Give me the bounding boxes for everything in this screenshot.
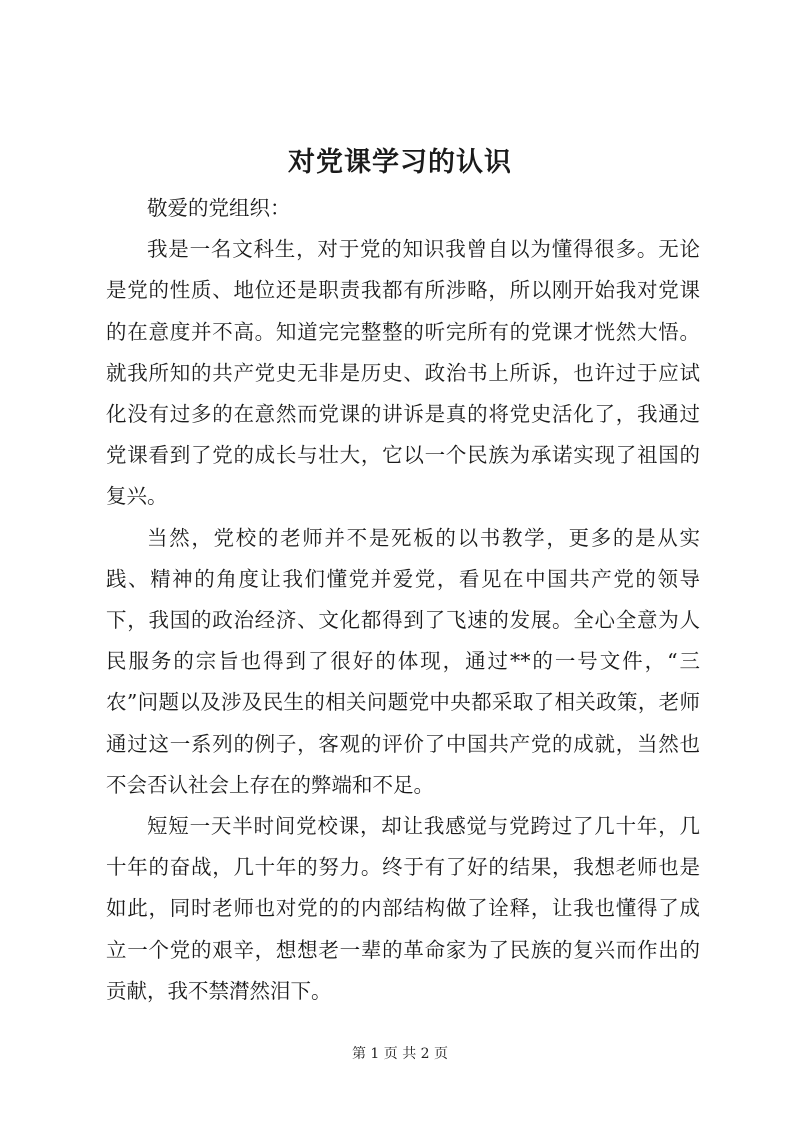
page-title: 对党课学习的认识 <box>288 147 512 178</box>
page-footer: 第 1 页 共 2 页 <box>351 1046 449 1062</box>
salutation: 敬爱的党组织： <box>147 196 291 220</box>
paragraph-2: 当然，党校的老师并不是死板的以书教学，更多的是从实践、精神的角度让我们懂党并爱党，看见在中国共产党的领导下，我国的政治经济、文化都得到了飞速的发展。全心全意为人民服务的宗旨也得到了很好的体现，通过**的一号文件，“三农”问题以及涉及民生的相关问题党中央都采取了相关政策，老师通过这一系列的例子，客观的评价了中国共产党的成就，当然也不会否认社会上存在的弊端和不足。 <box>106 525 700 797</box>
paragraph-3: 短短一天半时间党校课，却让我感觉与党跨过了几十年，几十年的奋战，几十年的努力。终于有了好的结果，我想老师也是如此，同时老师也对党的的内部结构做了诠释，让我也懂得了成立一个党的艰辛，想想老一辈的革命家为了民族的复兴而作出的贡献，我不禁潸然泪下。 <box>106 814 700 1003</box>
document-body <box>106 188 700 1012</box>
paragraph-1: 我是一名文科生，对于党的知识我曾自以为懂得很多。无论是党的性质、地位还是职责我都有所涉略，所以刚开始我对党课的在意度并不高。知道完完整整的听完所有的党课才恍然大悟。就我所知的共产党史无非是历史、政治书上所诉，也许过于应试化没有过多的在意然而党课的讲诉是真的将党史活化了，我通过党课看到了党的成长与壮大，它以一个民族为承诺实现了祖国的复兴。 <box>106 237 700 509</box>
